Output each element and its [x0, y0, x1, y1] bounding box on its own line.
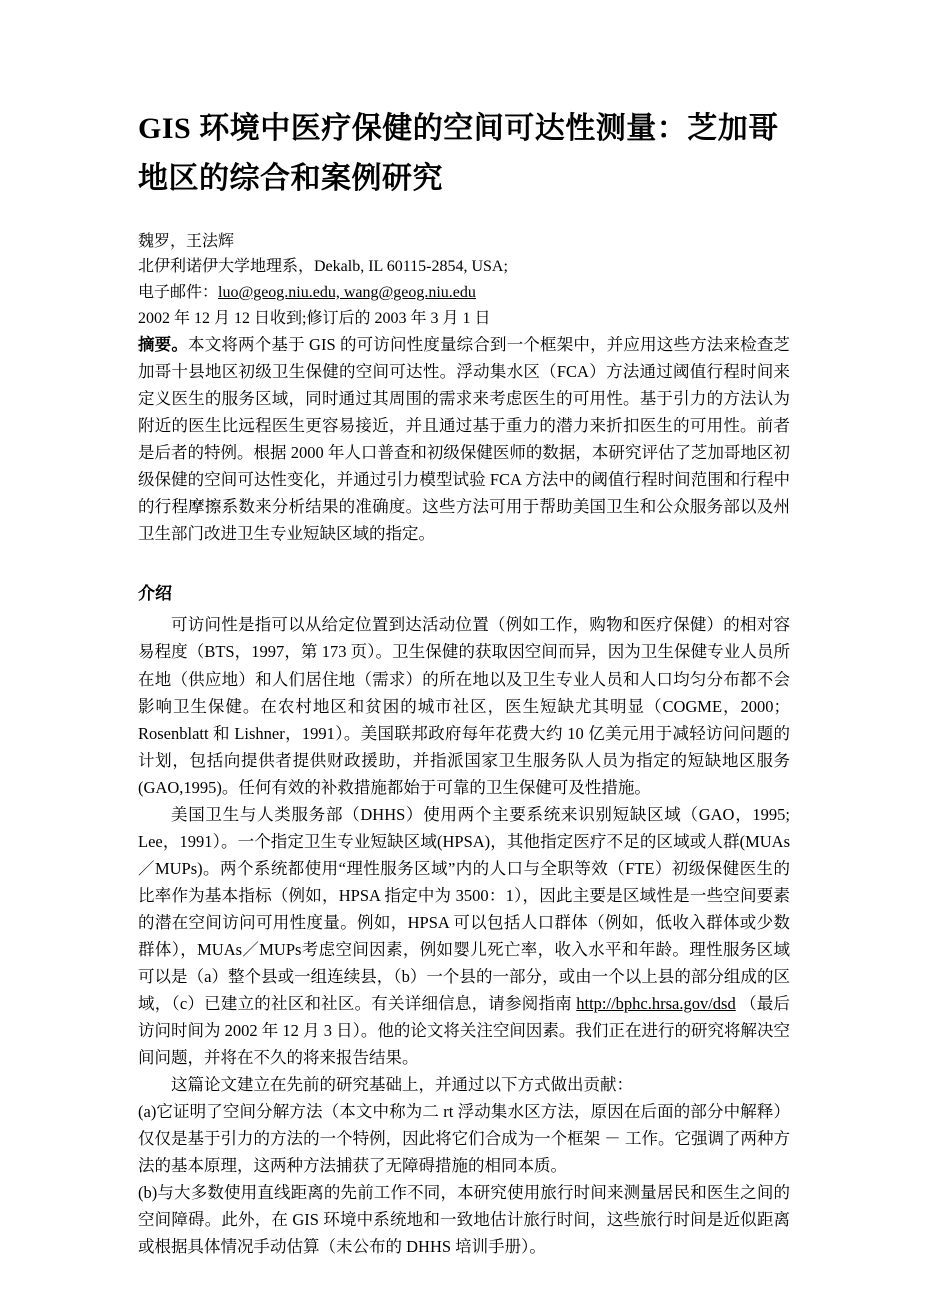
- author-block: [138, 229, 790, 331]
- email-links[interactable]: luo@geog.niu.edu, wang@geog.niu.edu: [218, 283, 476, 301]
- affiliation-line: 北伊利诺伊大学地理系，Dekalb, IL 60115-2854, USA;: [138, 258, 508, 276]
- paper-title: GIS 环境中医疗保健的空间可达性测量：芝加哥地区的综合和案例研究: [138, 112, 779, 196]
- contribution-paragraph-b: (b)与大多数使用直线距离的先前工作不同，本研究使用旅行时间来测量居民和医生之间的空间障碍。此外，在 GIS 环境中系统地和一致地估计旅行时间，这些旅行时间是近似距离或根据具体情况手动估算（未公布的 DHHS 培训手册）。: [138, 1183, 790, 1257]
- contribution-paragraph-a: (a)它证明了空间分解方法（本文中称为二 rt 浮动集水区方法，原因在后面的部分中解释）仅仅是基于引力的方法的一个特例，因此将它们合成为一个框架 － 工作。它强调了两种方法的基本原理，这两种方法捕获了无障碍措施的相同本质。: [138, 1102, 790, 1176]
- intro-paragraph-2: [138, 801, 790, 1071]
- section-heading-introduction: 介绍: [138, 583, 172, 603]
- intro-paragraph-3: 这篇论文建立在先前的研究基础上，并通过以下方式做出贡献：: [171, 1075, 633, 1095]
- intro-paragraph-2-text-after-link: （最后访问时间为 2002 年 12 月 3 日）。他的论文将关注空间因素。我们正在进行的研究将解决空间问题，并将在不久的将来报告结果。: [138, 994, 791, 1068]
- received-dates-line: 2002 年 12 月 12 日收到;修订后的 2003 年 3 月 1 日: [138, 309, 491, 327]
- authors-line: 魏罗，王法辉: [138, 232, 235, 250]
- email-label: 电子邮件：: [138, 283, 219, 301]
- abstract-paragraph: [138, 331, 790, 547]
- hrsa-guidelines-link[interactable]: http://bphc.hrsa.gov/dsd: [576, 994, 736, 1014]
- intro-paragraph-1: 可访问性是指可以从给定位置到达活动位置（例如工作，购物和医疗保健）的相对容易程度（BTS，1997，第 173 页）。卫生保健的获取因空间而异，因为卫生保健专业人员所在地（供应地）和人们居住地（需求）的所在地以及卫生专业人员和人口均匀分布都不会影响卫生保健。在农村地区和贫困的城市社区，医生短缺尤其明显（COGME，2000；Rosenblatt 和 Lishner，1991）。美国联邦政府每年花费大约 10 亿美元用于减轻访问问题的计划，包括向提供者提供财政援助，并指派国家卫生服务队人员为指定的短缺地区服务(GAO,1995)。任何有效的补救措施都始于可靠的卫生保健可及性措施。: [138, 615, 790, 797]
- abstract-text: 本文将两个基于 GIS 的可访问性度量综合到一个框架中，并应用这些方法来检查芝加哥十县地区初级卫生保健的空间可达性。浮动集水区（FCA）方法通过阈值行程时间来定义医生的服务区域，同时通过其周围的需求来考虑医生的可用性。基于引力的方法认为附近的医生比远程医生更容易接近，并且通过基于重力的潜力来折扣医生的可用性。前者是后者的特例。根据 2000 年人口普查和初级保健医师的数据，本研究评估了芝加哥地区初级保健的空间可达性变化，并通过引力模型试验 FCA 方法中的阈值行程时间范围和行程中的行程摩擦系数来分析结果的准确度。这些方法可用于帮助美国卫生和公众服务部以及州卫生部门改进卫生专业短缺区域的指定。: [138, 335, 790, 544]
- email-line: [138, 280, 790, 306]
- intro-paragraph-2-text-before-link: 美国卫生与人类服务部（DHHS）使用两个主要系统来识别短缺区域（GAO，1995; Lee，1991）。一个指定卫生专业短缺区域(HPSA)，其他指定医疗不足的区域或人群(MUAs／MUPs)。两个系统都使用“理性服务区域”内的人口与全职等效（FTE）初级保健医生的比率作为基本指标（例如，HPSA 指定中为 3500：1），因此主要是区域性是一些空间要素的潜在空间访问可用性度量。例如，HPSA 可以包括人口群体（例如，低收入群体或少数群体），MUAs／MUPs考虑空间因素，例如婴儿死亡率，收入水平和年龄。理性服务区域可以是（a）整个县或一组连续县，（b）一个县的一部分，或由一个以上县的部分组成的区域，（c）已建立的社区和社区。有关详细信息，请参阅指南: [138, 804, 790, 1014]
- abstract-label: 摘要。: [138, 335, 189, 355]
